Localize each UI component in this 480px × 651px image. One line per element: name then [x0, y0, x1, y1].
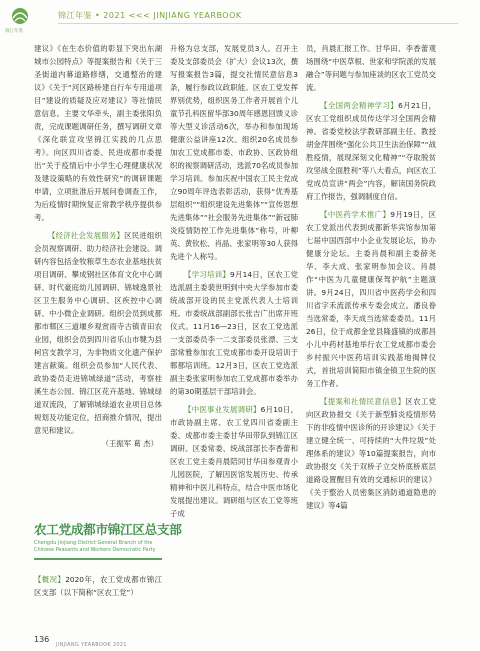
section-body: 9月14日，区农工党选派副主委裴世明到中央大学参加市委统战部开设的民主党派代表人士培训班。市委统战部副部长张吉广出席开班仪式。11月16—23日，区农工党选派一支部委员李一二支部委员张漂、三支部常雅参加农工党成都市委开设培训于郫都培训班。12月3日，区农工党选派副主委张家明参加农工党成都市委举办的第30期基层干部培训会。 [170, 270, 298, 396]
banner-rule [34, 558, 162, 560]
author-signature: （王振军 葛 杰） [101, 439, 158, 448]
logo-text: 锦江年鉴 [5, 29, 23, 34]
section-tag: 【全国两会精神学习】 [320, 101, 399, 110]
column-1 [34, 42, 162, 512]
banner-title: 农工党成都市锦江区总支部 [34, 522, 182, 537]
section-body: 6月10日，市政协副主席、农工党四川省委副主委、成都市委主委甘华田带队到锦江区调研。区委常委、统战部部长李香蕾和区农工党主委肖晨陪同甘华田参观青小儿园医院，了解因医馆发展历史、传承精神和中医儿科特点，结合中医市场化发展提出建议。调研组与区农工党等班子成 [170, 405, 298, 518]
col2-paragraph-1: 升格为总支部，发展党员3人。召开主委及支部委员会（扩大）会议13次，撰写报案报告3篇，提交社情民意信息3条，履行参政议政职能。区农工党发挥界别优势，组织医务工作者开展首个儿童节孔科医留华部30周年感恩回馈义诊等大型义诊活动6次，举办和参加现场健康公益讲座12次。组织20名成员参加农工党成都市委、市政协、区政协组织的视察调研活动，选派70名成员参加学习培训。参加庆祝中国农工民主党成立90周年评选表彰活动，获得“优秀基层组织”“组织建设先进集体”“宣传思想先进集体”“社会服务先进集体”“新冠肺炎疫情防控工作先进集体”称号，叶柳英、黄钦松、肖晶、张家明等30人获得先进个人称号。 [170, 44, 298, 261]
col2-section-tcm-research [170, 403, 298, 520]
col3-paragraph-1: 员，肖晨汇报工作。甘华田、李香蕾观场围绕“中医草根、世家和学院派的发展融合”等问题与参加座谈的区农工党员交流。 [306, 44, 436, 92]
col1-section-economic [34, 229, 162, 437]
yearbook-logo [7, 6, 33, 38]
col3-section-tcm-promotion [306, 208, 436, 390]
section-tag: 【提案和社情民意信息】 [320, 397, 406, 406]
section-tag: 【学习培训】 [184, 270, 230, 279]
section-body: 9月19日，区农工党派出代表到成都新华宾馆参加第七届中国西部中小企业发展论坛，协办健康分论坛。主委肖晨和副主委薛尧华、李大成、张家明参加会议。肖晨作“中医为几童健康保驾护航”主题演讲。9月24日，四川省中医药学会和四川省字禾流派传承专委会成立。潘良眷当选常委，李天成当选常委委员。11月26日，位于成都金堂县隆盛镇的成都昌小儿中药材基地举行农工党成都市委会乡村振兴中医药培训实践基地揭牌仪式，首批培训简阳市镇金镇卫生院的医务工作者。 [306, 210, 436, 388]
col1-overview [34, 573, 162, 599]
section-body: 2020年，农工党成都市锦江区支部（以下简称“区农工党”） [34, 575, 162, 597]
section-body: 6月21日，区农工党组织成员传达学习全国两会精神。省委党校法学教研部副主任、教授胡金萍围绕“强化公共卫生法治保障”“战胜疫情，展现深刻文化精神”“夺取脱贫攻坚战全面胜利”等八大看点，向区农工党成员宣讲“两会”内容，解读国务院政府工作报告，强调制度自信。 [306, 101, 436, 201]
col3-section-proposals [306, 395, 436, 512]
section-banner [34, 519, 182, 567]
section-body: 区农工党向区政协报交《关于新型肺炎疫情形势下的非疫情中医诊所的开诊建议》《关于建立健全统一、可持续的“大件垃圾”处理体系的建议》等10篇提案报告，向市政协报交《关于双桥子立交桥底桥底层道路设置醒目有效的交通标识的建议》《关于整治人员密集区消防通道隐患的建议》等4篇 [306, 397, 436, 510]
section-tag: 【中医药学术推广】 [320, 210, 391, 219]
section-tag: 【经济社会发展服务】 [48, 231, 125, 240]
column-3 [306, 42, 436, 632]
page-number: 136 [34, 635, 50, 644]
banner-subtitle: Chengdu Jinjiang District General Branch of the Chinese Peasants and Workers Democratic Party [34, 540, 156, 553]
running-title: 锦江年鉴 • 2021 <<< JINJIANG YEARBOOK [58, 11, 242, 20]
col1-paragraph-1: 建议》《在生态价值的彰显下突出东湖城市公园特点》等提案报告和《关于三圣街道内幕道路修缮，交通整治的建议》《关于“河区路桥建自行车专用道项目”建设的质疑及应对建议》等社情民意信息。主要文华牵头，副主委张阳负责，完成课题调研任务，撰写调研文章《深化联宣攻坚锦江实践的几点思考》。向区四川省委、民进成都市委提出“关于疫情后中小学生心理健康状况及建设策略的有效性研究”的调研课题申请，立项批准后开展问卷调查工作，为后疫情时期恢复正常教学秩序提供参考。 [34, 44, 162, 222]
footer-text: JINJIANG YEARBOOK 2021 [56, 642, 127, 648]
section-tag: 【概况】 [34, 575, 66, 584]
col3-section-two-sessions [306, 99, 436, 203]
header-divider [58, 23, 458, 24]
page-header [0, 0, 480, 40]
section-body: 区民进组织会员视察调研、助力经济社会建设。调研内容包括金牧粮草生态农业基地扶贫项目调研、攀成钢社区体育文化中心调研、时代豪庭幼儿园调研、锦城逸景社区卫生服务中心调研、区疾控中心调研、中小微企业调研。组织会员到成都都市郫区三道堰乡观赏雨寺古镇青田农业园，组织会员到四川省乐山市犍为县柯宫支教学习，为非物质文化遗产保护建言献策。组织会员参加“人民代表、政协委员走进锦城绿道”活动，考察桂溪生态公园、锦江区花卉基地、锦城绿道双流段，了解锦城绿道农业项目总体规划及功能定位，招商推介情况，提出意见和建议。 [34, 231, 162, 435]
column-2 [170, 42, 298, 632]
section-tag: 【中医事业发展调研】 [184, 405, 261, 414]
col2-section-training [170, 268, 298, 398]
